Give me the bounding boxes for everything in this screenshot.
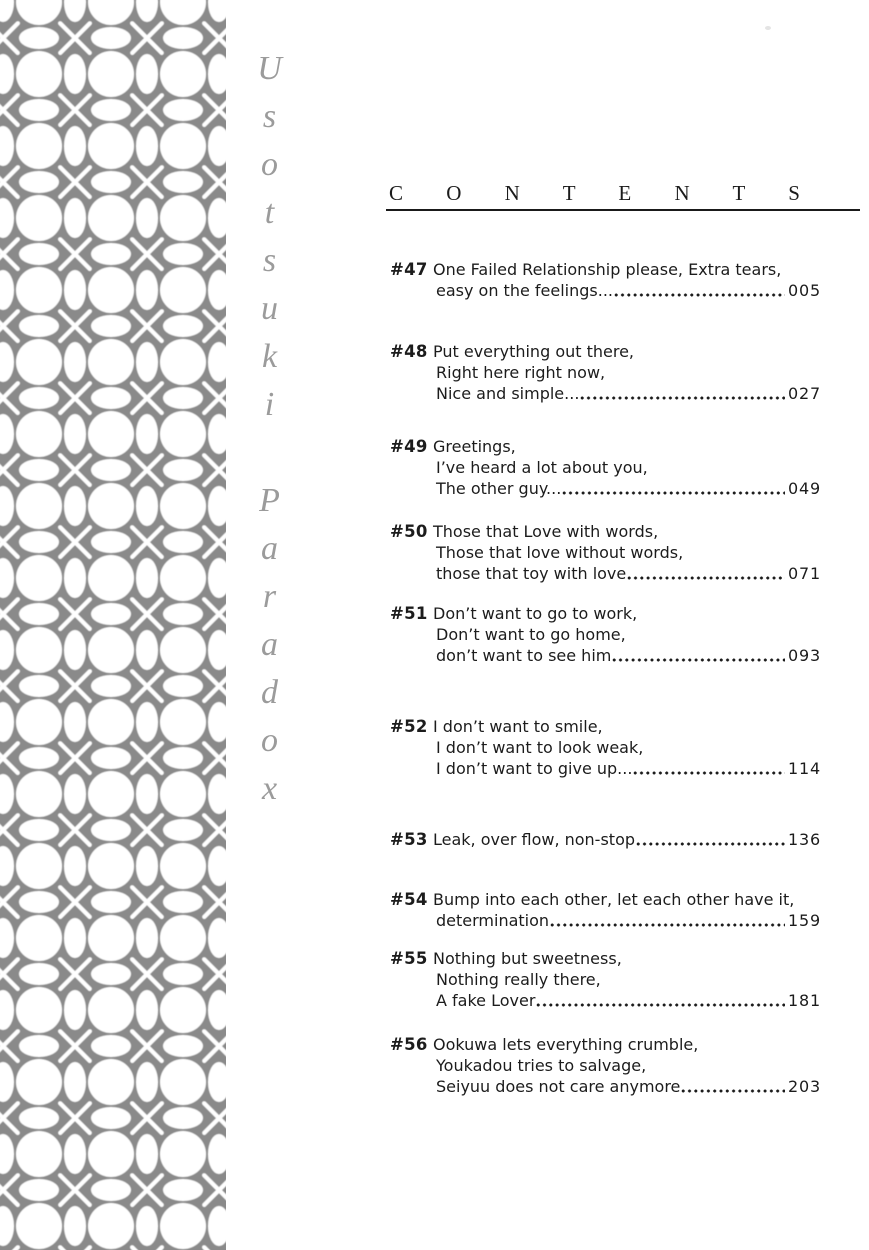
- entry-line: Those that Love with words,: [433, 522, 659, 541]
- entry-line: I’ve heard a lot about you,: [436, 458, 648, 477]
- page-number: 071: [788, 564, 821, 583]
- chapter-number: #51: [390, 604, 428, 623]
- side-pattern: [0, 0, 226, 1250]
- entry-line: One Failed Relationship please, Extra tears,: [433, 260, 782, 279]
- leader-dots: [633, 770, 785, 776]
- leader-dots: [550, 922, 785, 928]
- leader-dots: [614, 292, 785, 298]
- chapter-number: #50: [390, 522, 428, 541]
- chapter-number: #47: [390, 260, 428, 279]
- entry-line: Youkadou tries to salvage,: [436, 1056, 647, 1075]
- entry-line: I don’t want to look weak,: [436, 738, 644, 757]
- leader-dots: [627, 575, 785, 581]
- chapter-number: #53: [390, 830, 428, 849]
- entry-line: The other guy...: [436, 479, 562, 498]
- toc-entry: [390, 1034, 821, 1097]
- chapter-number: #52: [390, 717, 428, 736]
- entry-line: Don’t want to go home,: [436, 625, 626, 644]
- series-title-vertical: Usotsuki Paradox: [251, 50, 288, 818]
- scan-speck: [765, 26, 771, 30]
- entry-line: Don’t want to go to work,: [433, 604, 638, 623]
- page-number: 136: [788, 830, 821, 849]
- toc-entry: [390, 889, 821, 931]
- page-number: 181: [788, 991, 821, 1010]
- page-number: 203: [788, 1077, 821, 1096]
- leader-dots: [681, 1088, 785, 1094]
- entry-line: I don’t want to give up...: [436, 759, 633, 778]
- chapter-number: #55: [390, 949, 428, 968]
- toc-entry: [390, 948, 821, 1011]
- leader-dots: [536, 1002, 785, 1008]
- title-rule: [386, 209, 860, 211]
- toc-entry: [390, 829, 821, 850]
- chapter-number: #54: [390, 890, 428, 909]
- leader-dots: [612, 657, 785, 663]
- page-number: 005: [788, 281, 821, 300]
- toc-entry: [390, 521, 821, 584]
- toc-entry: [390, 341, 821, 404]
- chapter-number: #48: [390, 342, 428, 361]
- entry-line: Nice and simple...: [436, 384, 580, 403]
- entry-line: Bump into each other, let each other have it,: [433, 890, 795, 909]
- interlocking-circles-pattern: [0, 0, 226, 1250]
- entry-line: A fake Lover: [436, 991, 536, 1010]
- leader-dots: [580, 395, 785, 401]
- entry-line: Put everything out there,: [433, 342, 635, 361]
- entry-line: Nothing really there,: [436, 970, 601, 989]
- entry-line: Ookuwa lets everything crumble,: [433, 1035, 699, 1054]
- leader-dots: [562, 490, 785, 496]
- page-number: 114: [788, 759, 821, 778]
- entry-line: don’t want to see him: [436, 646, 612, 665]
- entry-line: Seiyuu does not care anymore: [436, 1077, 681, 1096]
- chapter-number: #49: [390, 437, 428, 456]
- toc-entry: [390, 603, 821, 666]
- entry-line: Leak, over flow, non-stop: [433, 830, 636, 849]
- toc-entry: [390, 259, 821, 301]
- entry-line: Greetings,: [433, 437, 516, 456]
- entry-line: Right here right now,: [436, 363, 606, 382]
- chapter-number: #56: [390, 1035, 428, 1054]
- toc-entry: [390, 436, 821, 499]
- page-number: 049: [788, 479, 821, 498]
- entry-line: Those that love without words,: [436, 543, 684, 562]
- toc-entry: [390, 716, 821, 779]
- page-number: 159: [788, 911, 821, 930]
- leader-dots: [636, 841, 785, 847]
- entry-line: those that toy with love: [436, 564, 627, 583]
- entry-line: Nothing but sweetness,: [433, 949, 622, 968]
- entry-line: easy on the feelings...: [436, 281, 613, 300]
- page-number: 093: [788, 646, 821, 665]
- page-title: C O N T E N T S: [389, 181, 819, 205]
- entry-line: I don’t want to smile,: [433, 717, 603, 736]
- entry-line: determination: [436, 911, 550, 930]
- page-number: 027: [788, 384, 821, 403]
